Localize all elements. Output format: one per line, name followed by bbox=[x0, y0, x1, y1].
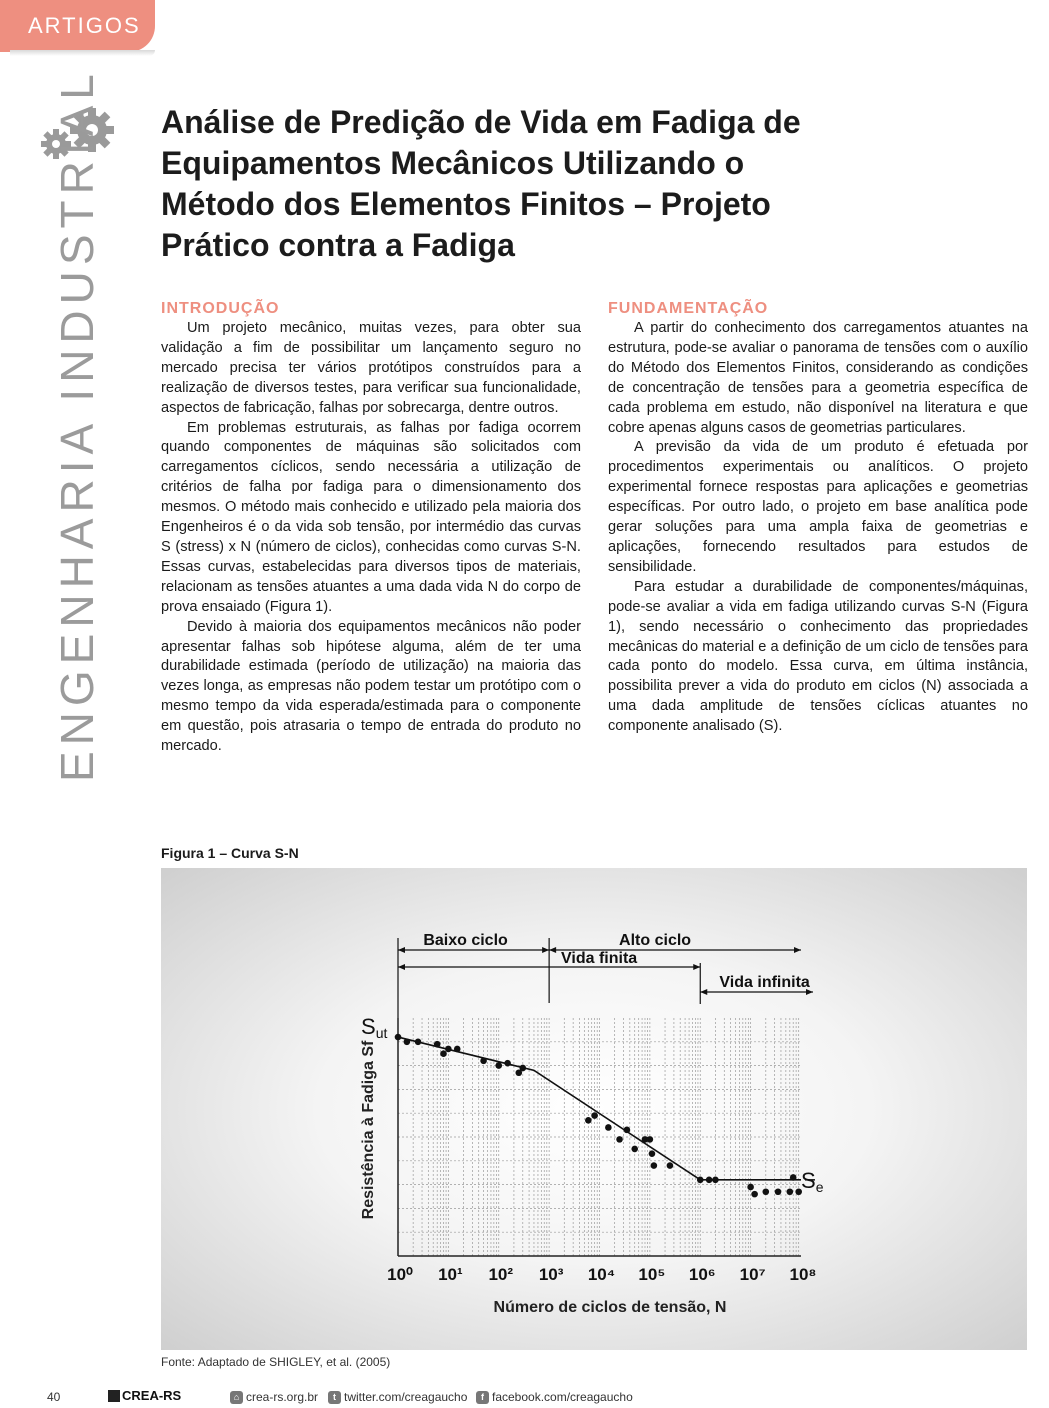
section-heading-fundamentacao: FUNDAMENTAÇÃO bbox=[608, 300, 769, 317]
figure-caption: Figura 1 – Curva S-N bbox=[161, 845, 299, 861]
data-point bbox=[395, 1034, 402, 1041]
data-point bbox=[667, 1162, 674, 1169]
data-point bbox=[480, 1058, 487, 1065]
paragraph: A partir do conhecimento dos carregamentos atuantes na estrutura, pode-se avaliar o panorama de tensões com o auxílio do Método dos Elementos Finitos, considerando as condições de concentração de tensões para a geometria específica de cada problema em estudo, não disponível na literatura e que cobre apenas alguns casos de geometrias particulares. bbox=[608, 320, 1028, 436]
x-tick-label: 10¹ bbox=[438, 1265, 463, 1284]
facebook-icon: f bbox=[476, 1391, 489, 1404]
data-point bbox=[434, 1041, 441, 1048]
crea-logo-icon bbox=[108, 1390, 120, 1402]
sn-chart bbox=[161, 868, 1027, 1350]
arrow-infinite-life-head-left bbox=[700, 989, 707, 995]
x-tick-label: 10⁶ bbox=[688, 1265, 716, 1284]
fit-line bbox=[398, 1037, 815, 1180]
crea-rs-logo[interactable] bbox=[108, 1388, 181, 1403]
se-label-sub: e bbox=[815, 1179, 824, 1195]
arrow-high-cycle-head-right bbox=[794, 947, 801, 953]
data-point bbox=[751, 1191, 758, 1198]
data-point bbox=[585, 1117, 592, 1124]
link-twitter-text: twitter.com/creagaucho bbox=[344, 1390, 468, 1404]
arrow-finite-life-head-right bbox=[693, 964, 700, 970]
x-tick-labels bbox=[387, 1265, 816, 1284]
chart-grid bbox=[398, 1018, 801, 1256]
sut-label-main: S bbox=[361, 1014, 376, 1039]
home-icon: ⌂ bbox=[230, 1391, 243, 1404]
link-website[interactable] bbox=[230, 1390, 318, 1404]
label-finite-life: Vida finita bbox=[561, 950, 638, 967]
label-high-cycle: Alto ciclo bbox=[619, 932, 692, 949]
data-point bbox=[747, 1184, 754, 1191]
x-tick-label: 10⁴ bbox=[587, 1265, 616, 1284]
x-tick-label: 10⁵ bbox=[638, 1265, 666, 1284]
paragraph: Um projeto mecânico, muitas vezes, para obter sua validação a fim de possibilitar um lançamento seguro no mercado precisa ter vários protótipos construídos para a realização de diversos testes, para verificar sua funcionalidade, aspectos de fabricação, falhas por sobrecarga, dentre outros. bbox=[161, 320, 581, 416]
x-tick-label: 10⁰ bbox=[387, 1265, 413, 1284]
section-tab[interactable]: ARTIGOS bbox=[0, 0, 155, 52]
data-point bbox=[591, 1112, 598, 1119]
data-point bbox=[605, 1124, 612, 1131]
paragraph: A previsão da vida de um produto é efetuada por procedimentos experimentais ou analíticos. O projeto experimental fornece respostas para aplicações e geometrias específicas. Por outro lado, o projeto em base analítica pode gerar soluções para uma ampla faixa de geometrias e aplicações, fornecendo resultados para estudos de sensibilidade. bbox=[608, 439, 1028, 575]
region-annotations bbox=[398, 932, 813, 1018]
data-point bbox=[787, 1188, 794, 1195]
figure-source: Fonte: Adaptado de SHIGLEY, et al. (2005) bbox=[161, 1355, 391, 1369]
column-fundamentacao bbox=[608, 300, 1028, 737]
x-axis-label: Número de ciclos de tensão, N bbox=[493, 1299, 727, 1316]
label-low-cycle: Baixo ciclo bbox=[423, 932, 508, 949]
link-facebook-text: facebook.com/creagaucho bbox=[492, 1390, 633, 1404]
data-point bbox=[624, 1127, 631, 1134]
section-heading-introducao: INTRODUÇÃO bbox=[161, 300, 280, 317]
arrow-low-cycle-head-left bbox=[398, 947, 405, 953]
data-point bbox=[712, 1177, 719, 1184]
x-tick-label: 10³ bbox=[538, 1265, 564, 1284]
se-label-main: S bbox=[801, 1168, 816, 1193]
data-point bbox=[504, 1060, 511, 1067]
data-point bbox=[616, 1136, 623, 1143]
se-label bbox=[801, 1168, 824, 1195]
x-tick-label: 10⁸ bbox=[789, 1265, 817, 1284]
arrow-low-cycle-head-right bbox=[542, 947, 549, 953]
data-point bbox=[647, 1136, 654, 1143]
x-tick-label: 10⁷ bbox=[739, 1265, 766, 1284]
article-title: Análise de Predição de Vida em Fadiga de Equipamentos Mecânicos Utilizando o Método dos Elementos Finitos – Projeto Prático contra a Fadiga bbox=[161, 104, 801, 263]
x-tick-label: 10² bbox=[488, 1265, 514, 1284]
data-point bbox=[495, 1062, 502, 1069]
sut-label bbox=[361, 1014, 387, 1041]
paragraph: Para estudar a durabilidade de componentes/máquinas, pode-se avaliar a vida em fadiga utilizando curvas S-N (Figura 1), sendo necessário o conhecimento das propriedades mecânicas do material e a definição de um ciclo de tensões para cada ponto do modelo. Essa curva, em última instância, possibilita prever a vida do produto em ciclos (N) associada a uma dada amplitude de tensões cíclicas atuantes no componente analisado (S). bbox=[608, 578, 1028, 735]
vertical-section-label: ENGENHARIA INDUSTRIAL bbox=[51, 68, 103, 782]
y-axis-label: Resistência à Fadiga Sf bbox=[360, 1040, 377, 1220]
data-point bbox=[651, 1162, 658, 1169]
paragraph: Devido à maioria dos equipamentos mecânicos não poder apresentar falhas sob hipótese alguma, além de ter uma durabilidade estimada (período de utilização) na maioria das vezes longa, as empresas não podem testar um protótipo com o mesmo tempo da vida esperada/estimada para o componente em questão, pois atrasaria o tempo de entrada do produto no mercado. bbox=[161, 618, 581, 755]
data-point bbox=[649, 1150, 656, 1157]
data-point bbox=[415, 1039, 422, 1046]
label-infinite-life: Vida infinita bbox=[719, 974, 810, 991]
data-point bbox=[445, 1046, 452, 1053]
page-number: 40 bbox=[47, 1390, 61, 1404]
data-point bbox=[775, 1188, 782, 1195]
data-point bbox=[790, 1174, 797, 1181]
link-website-text: crea-rs.org.br bbox=[246, 1390, 319, 1404]
paragraph: Em problemas estruturais, as falhas por fadiga ocorrem quando componentes de máquinas são solicitados com carregamentos cíclicos, sendo necessária a utilização de critérios de falha por fadiga para o dimensionamento dos mesmos. O método mais conhecido e utilizado pela maioria dos Engenheiros é o da vida sob tensão, por intermédio das curvas S (stress) x N (número de ciclos), conhecidas como curvas S-N. Essas curvas, estabelecidas para diversos tipos de materiais, relacionam as tensões atuantes a uma dada vida N do corpo de prova ensaiado (Figura 1). bbox=[161, 419, 581, 615]
twitter-icon: t bbox=[328, 1391, 341, 1404]
data-point bbox=[631, 1146, 638, 1153]
link-twitter[interactable] bbox=[328, 1390, 467, 1404]
data-points bbox=[395, 1034, 802, 1198]
column-introducao bbox=[161, 300, 581, 757]
arrow-high-cycle-head-left bbox=[549, 947, 556, 953]
arrow-finite-life-head-left bbox=[398, 964, 405, 970]
logo-text: CREA-RS bbox=[122, 1388, 182, 1403]
data-point bbox=[519, 1065, 526, 1072]
data-point bbox=[706, 1177, 713, 1184]
data-point bbox=[404, 1039, 411, 1046]
sut-label-sub: ut bbox=[375, 1025, 388, 1041]
link-facebook[interactable] bbox=[476, 1390, 633, 1404]
data-point bbox=[440, 1050, 447, 1057]
figure-sn-curve bbox=[161, 868, 1027, 1350]
data-point bbox=[697, 1177, 704, 1184]
data-point bbox=[454, 1046, 461, 1053]
section-tab-shadow bbox=[10, 50, 155, 56]
data-point bbox=[762, 1188, 769, 1195]
